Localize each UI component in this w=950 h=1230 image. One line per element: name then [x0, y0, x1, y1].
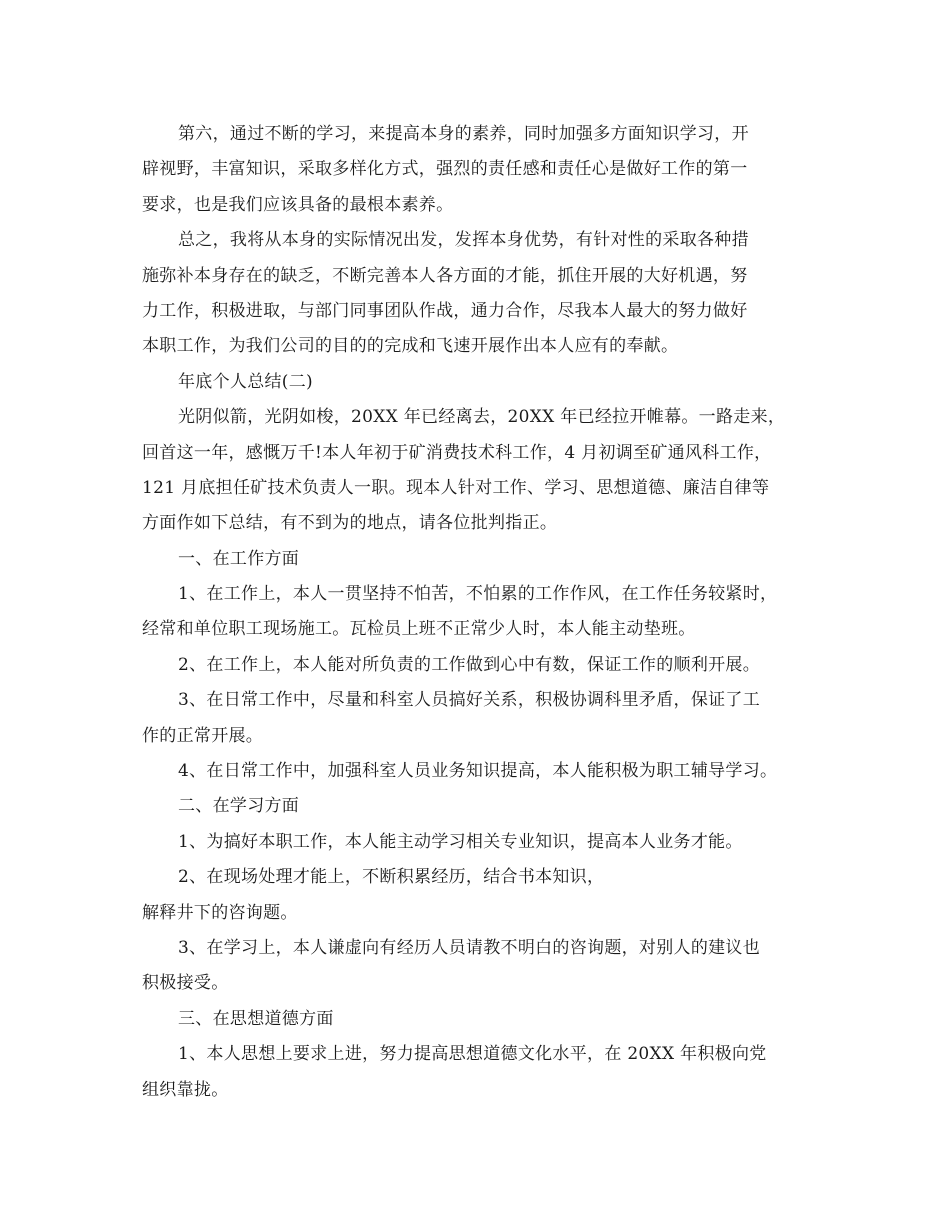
- text-line: 解释井下的咨询题。: [142, 902, 298, 923]
- text-line: 积极接受。: [142, 973, 229, 994]
- text-line: 年底个人总结(二): [178, 371, 313, 392]
- text-line: 二、在学习方面: [178, 796, 300, 817]
- text-line: 经常和单位职工现场施工。瓦检员上班不正常少人时，本人能主动垫班。: [142, 619, 696, 640]
- text-line: 2、在工作上，本人能对所负责的工作做到心中有数，保证工作的顺利开展。: [178, 654, 761, 675]
- text-line: 作的正常开展。: [142, 725, 264, 746]
- text-line: 3、在学习上，本人谦虚向有经历人员请教不明白的咨询题，对别人的建议也: [178, 937, 761, 958]
- text-line: 3、在日常工作中，尽量和科室人员搞好关系，积极协调科里矛盾，保证了工: [178, 690, 761, 711]
- text-line: 第六，通过不断的学习，来提高本身的素养，同时加强多方面知识学习，开: [178, 124, 749, 144]
- text-line: 方面作如下总结，有不到为的地点，请各位批判指正。: [142, 513, 558, 534]
- text-line: 4、在日常工作中，加强科室人员业务知识提高，本人能积极为职工辅导学习。: [178, 761, 778, 782]
- text-line: 施弥补本身存在的缺乏，不断完善本人各方面的才能，抓住开展的大好机遇，努: [142, 265, 748, 286]
- text-line: 组织靠拢。: [142, 1079, 229, 1100]
- text-line: 光阴似箭，光阴如梭，20XX 年已经离去，20XX 年已经拉开帷幕。一路走来，: [178, 407, 786, 428]
- text-line: 辟视野，丰富知识，采取多样化方式，强烈的责任感和责任心是做好工作的第一: [142, 159, 748, 180]
- text-line: 三、在思想道德方面: [178, 1008, 334, 1029]
- text-line: 总之，我将从本身的实际情况出发，发挥本身优势，有针对性的采取各种措: [178, 230, 749, 251]
- text-line: 1、在工作上，本人一贯坚持不怕苦，不怕累的工作作风，在工作任务较紧时，: [178, 584, 778, 605]
- document-body: [142, 117, 822, 1108]
- text-line: 1、本人思想上要求上进，努力提高思想道德文化水平，在 20XX 年积极向党: [178, 1044, 767, 1065]
- text-line: 力工作，积极进取，与部门同事团队作战，通力合作，尽我本人最大的努力做好: [142, 300, 748, 321]
- text-line: 一、在工作方面: [178, 548, 300, 569]
- text-line: 要求，也是我们应该具备的最根本素养。: [142, 194, 454, 215]
- text-line: 2、在现场处理才能上，不断积累经历，结合书本知识，: [178, 867, 605, 888]
- text-line: 1、为搞好本职工作，本人能主动学习相关专业知识，提高本人业务才能。: [178, 831, 743, 852]
- text-line: 121 月底担任矿技术负责人一职。现本人针对工作、学习、思想道德、廉洁自律等: [142, 477, 770, 498]
- text-line: 本职工作，为我们公司的目的的完成和飞速开展作出本人应有的奉献。: [142, 336, 679, 357]
- text-line: 回首这一年，感慨万千!本人年初于矿消费技术科工作，4 月初调至矿通风科工作，: [142, 442, 772, 463]
